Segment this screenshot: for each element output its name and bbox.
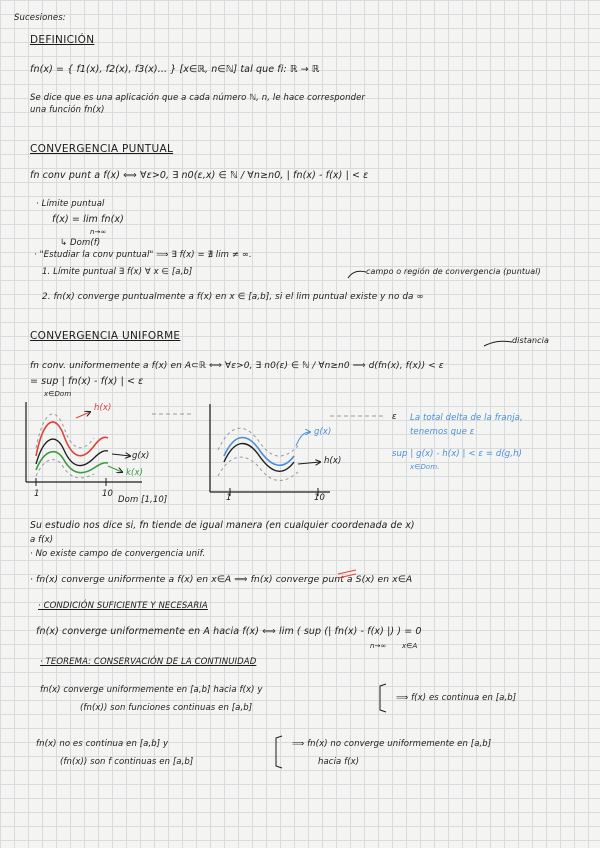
figure1-dom-label: Dom [1,10]: [118, 495, 168, 505]
figure2-tick-start: 1: [226, 493, 232, 503]
resumen-bullet3: · CONDICIÓN SUFICIENTE Y NECESARIA: [38, 601, 208, 611]
figure2-tick-end: 10: [314, 493, 326, 503]
resumen-bullet4: · TEOREMA: CONSERVACIÓN DE LA CONTINUIDAD: [40, 657, 257, 667]
figure2-label-h: h(x): [324, 456, 342, 466]
definicion-desc-line1: Se dice que es una aplicación que a cada número ℕ, n, le hace corresponder: [30, 93, 365, 103]
distancia-arrow: [484, 341, 512, 346]
resumen-line2: a f(x): [30, 535, 54, 545]
teorema2-line1: fn(x) no es continua en [a,b] y: [36, 739, 169, 749]
definicion-desc-line2: una función fn(x): [30, 105, 105, 115]
teorema1-line2: (fn(x)) son funciones continuas en [a,b]: [80, 703, 253, 713]
figure1-tick-start: 1: [34, 489, 40, 499]
teorema1-result: ⟹ f(x) es continua en [a,b]: [396, 693, 517, 703]
page-title: Sucesiones:: [14, 13, 66, 23]
puntual-item2: 2. fn(x) converge puntualmente a f(x) en x ∈ [a,b], si el lim puntual existe y no da ∞: [42, 292, 424, 302]
definicion-formula: fn(x) = { f1(x), f2(x), f3(x)... } [x∈ℝ, n∈ℕ] tal que fi: ℝ → ℝ: [30, 64, 320, 75]
puntual-dom: ↳ Dom(f): [60, 238, 101, 248]
resumen-condicion: fn(x) converge uniformemente en A hacia f(x) ⟺ lim ( sup (| fn(x) - f(x) |) ) = 0: [36, 626, 422, 637]
teorema2-bracket: [276, 736, 282, 768]
teorema1-line1: fn(x) converge uniformemente en [a,b] hacia f(x) y: [40, 685, 263, 695]
resumen-bullet1: · No existe campo de convergencia unif.: [30, 549, 206, 559]
resumen-line1: Su estudio nos dice si, fn tiende de igual manera (en cualquier coordenada de x): [30, 520, 415, 531]
uniforme-def-line1: fn conv. uniformemente a f(x) en A⊂ℝ ⟺ ∀ε>0, ∃ n0(ε) ∈ ℕ / ∀n≥n0 ⟹ d(fn(x), f(x)) < ε: [30, 361, 444, 371]
resumen-bullet2: · fn(x) converge uniformente a f(x) en x∈A ⟹ fn(x) converge punt a S(x) en x∈A: [30, 574, 413, 585]
uniforme-def-line2: = sup | fn(x) - f(x) | < ε: [30, 376, 144, 387]
puntual-item1: 1. Límite puntual ∃ f(x) ∀ x ∈ [a,b]: [42, 267, 193, 277]
puntual-definition: fn conv punt a f(x) ⟺ ∀ε>0, ∃ n0(ε,x) ∈ ℕ / ∀n≥n0, | fn(x) - f(x) | < ε: [30, 170, 369, 181]
uniforme-distancia-note: distancia: [512, 336, 550, 345]
figure1-tick-end: 10: [102, 489, 114, 499]
puntual-limit-expression: f(x) = lim fn(x): [52, 214, 124, 225]
blue-note-line2: tenemos que ε: [410, 427, 475, 437]
puntual-limit-subscript: n→∞: [90, 228, 107, 236]
definicion-heading: DEFINICIÓN: [30, 34, 95, 46]
resumen-condicion-sub1: n→∞: [370, 642, 387, 650]
uniforme-def-subscript: x∈Dom: [44, 390, 72, 398]
uniforme-heading: CONVERGENCIA UNIFORME: [30, 330, 181, 342]
puntual-heading: CONVERGENCIA PUNTUAL: [30, 143, 174, 155]
implication-cross-mark: [338, 570, 356, 578]
teorema2-line2: (fn(x)) son f continuas en [a,b]: [60, 757, 194, 767]
figure1-label-k: k(x): [126, 468, 143, 478]
figure2-label-g: g(x): [314, 427, 332, 437]
campo-arrow: [348, 271, 366, 278]
figure2-epsilon: ε: [392, 412, 397, 422]
teorema2-result-line2: hacia f(x): [318, 757, 360, 767]
figure1-label-g: g(x): [132, 451, 150, 461]
puntual-bullet-estudiar: · "Estudiar la conv puntual" ⟹ ∃ f(x) = ∄ lim ≠ ∞.: [34, 250, 252, 260]
teorema2-result-line1: ⟹ fn(x) no converge uniformemente en [a,b]: [292, 739, 492, 749]
blue-note-line3: sup | g(x) - h(x) | < ε = d(g,h): [392, 449, 522, 459]
resumen-condicion-sub2: x∈A: [402, 642, 418, 650]
teorema1-bracket: [380, 684, 386, 712]
blue-note-line1: La total delta de la franja,: [410, 413, 523, 423]
puntual-bullet-limite: · Límite puntual: [36, 199, 105, 209]
figure1-label-h: h(x): [94, 403, 112, 413]
puntual-campo-note: campo o región de convergencia (puntual): [366, 267, 541, 276]
blue-note-line4: x∈Dom.: [410, 463, 440, 471]
